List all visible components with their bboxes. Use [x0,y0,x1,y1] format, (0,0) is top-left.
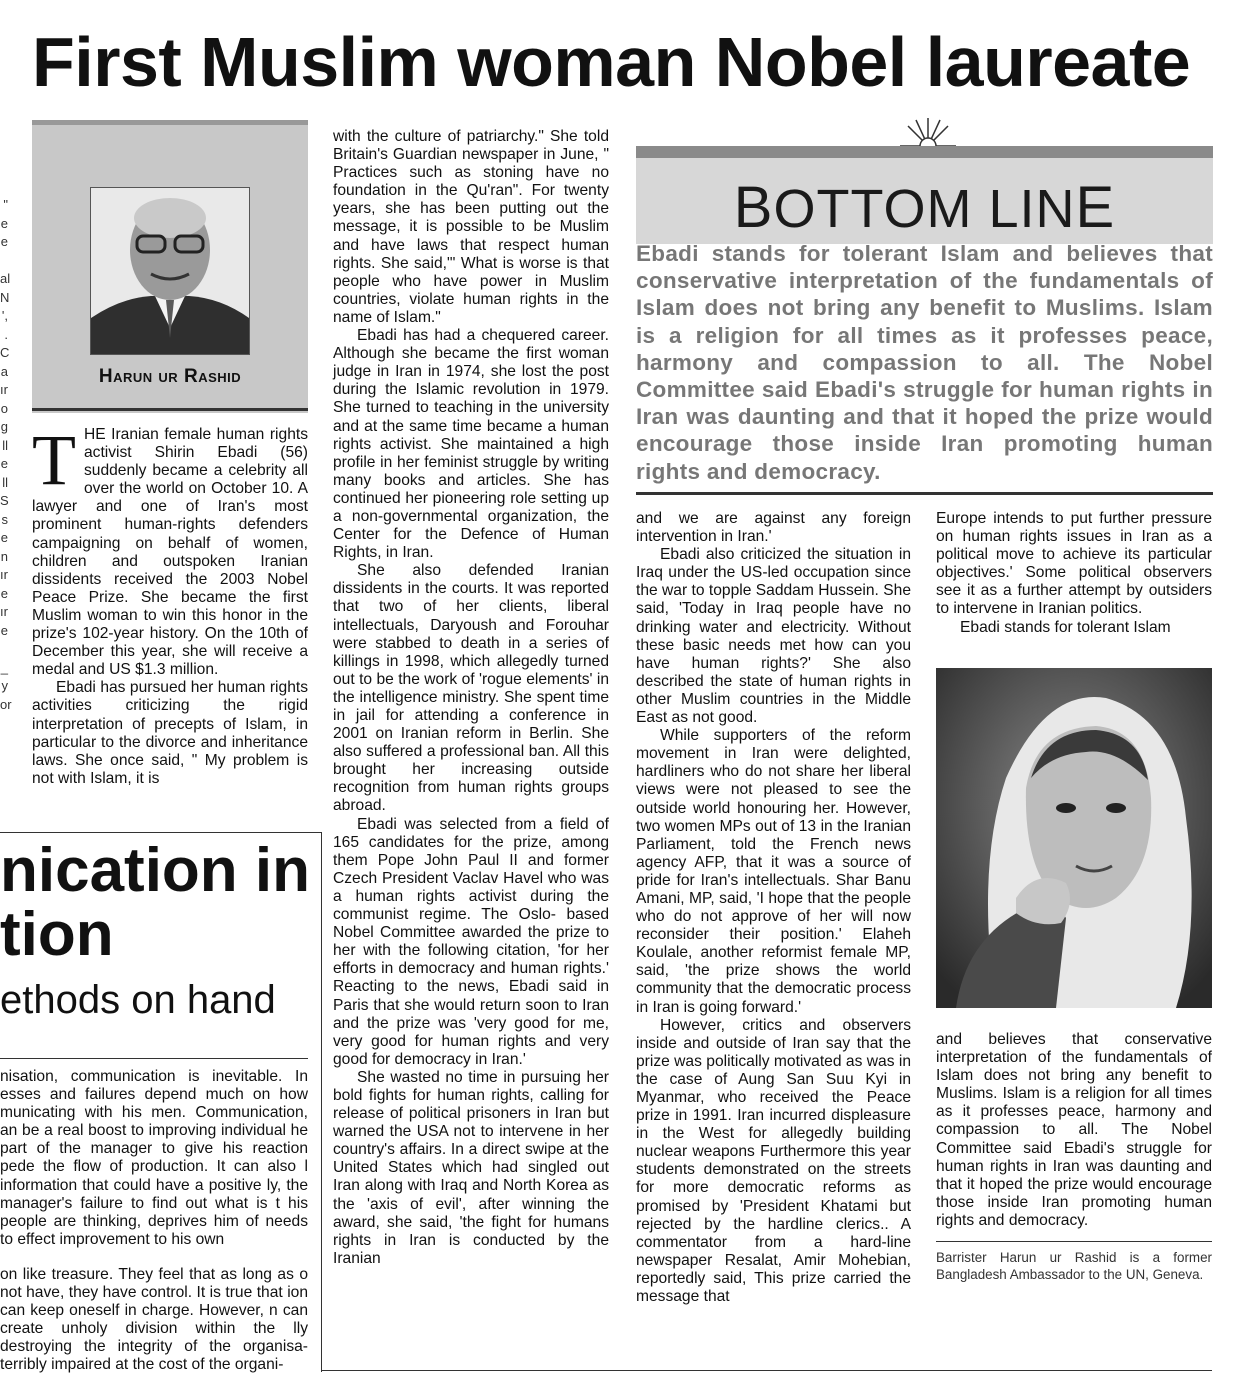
divider [0,832,322,833]
pull-quote: Ebadi stands for tolerant Islam and believes that conservative interpretation of the fundamentals of Islam does not bring any benefit to Muslims. Islam is a religion for all times as it professes peace, harmony and compassion to all. The Nobel Committee said Ebadi's struggle for human rights in Iran was daunting and that it hoped the prize would encourage those inside Iran promoting human rights and democracy. [636,241,1213,484]
paragraph: She wasted no time in pursuing her bold fights for human rights, calling for release of political prisoners in Iran but warned the USA not to intervene in her country's affairs. In a direct swipe at the United States which had singled out Iran along with Iraq and North Korea as the 'axis of evil', after winning the award, she said, 'the fight for humans rights in Iran is conducted by the Iranian [333,1068,609,1267]
byline: Harun ur Rashid [98,366,242,387]
subject-photo [936,668,1212,1008]
paragraph: Ebadi has had a chequered career. Although she became the first woman judge in Iran in 1974, she lost the post during the Islamic revolution in 1979. She turned to teaching in the university and at the same time became a human rights activist. She maintained a high profile in her feminist struggle by writing many books and articles. She has continued her pioneering role setting up a non-governmental organization, the Center for the Defence of Human Rights, in Iran. [333,327,609,562]
adjacent-article-headline-line1: nication in [0,836,310,905]
fragment-glyph: n [0,548,8,564]
author-bio: Barrister Harun ur Rashid is a former Bangladesh Ambassador to the UN, Geneva. [936,1250,1212,1282]
fragment-glyph: ır [0,604,8,619]
lead-paragraph: THE Iranian female human rights activist Shirin Ebadi (56) suddenly became a celebrity all over the world on October 10. A lawyer and one of Iran's most prominent human-rights defenders campaigning on behalf of women, children and outspoken Iranian dissidents received the 2003 Nobel Peace Prize. She became the first Muslim woman to win this honor in the prize's 102-year history. On the 10th of December this year, she will receive a medal and US $1.3 million. [32,420,308,679]
bottom-line-title: BOTTOM LINE [733,175,1116,240]
adjacent-article-body-continued: on like treasure. They feel that as long as o not have, they have control. It is true that ion can keep oneself in charge. However, n can create unholy division within the lly destroying the integrity of the organisa- terribly impaired at the cost of the organi- [0,1266,308,1374]
fragment-glyph: or [0,696,12,712]
fragment-glyph [0,640,8,659]
fragment-glyph: al [0,271,11,286]
fragment-glyph: _ [0,659,8,675]
author-photo-box [32,120,308,413]
fragment-glyph: ır [0,567,8,582]
drop-cap: T [32,420,76,500]
adjacent-article-body: nisation, communication is inevitable. In esses and failures depend much on how municating with his men. Communication, an be a real boost to improving individual he part of the manager to give his reaction pede the flow of production. It can also l information that could have a positive ly, the manager's failure to find out what is t his people are thinking, deprives him of needs to effect improvement to his own [0,1068,308,1248]
paragraph: Ebadi stands for tolerant Islam [960,618,1171,636]
adjacent-column-fragment [0,196,12,714]
fragment-glyph: S [0,493,9,508]
fragment-glyph: ır [0,382,8,397]
fragment-glyph: e [0,585,8,601]
paragraph: with the culture of patriarchy." She told Britain's Guardian newspaper in June, " Practices such as stoning have no foundation in the Qu'ran". For twenty years, she has been putting out the message, it is possible to be Muslim and have laws that respect human rights. She said,"' What is worse is that people who have power in Muslim countries, violate human rights in the name of Islam." [333,128,609,326]
fragment-glyph: e [0,622,8,638]
paragraph: Ebadi was selected from a field of 165 candidates for the prize, among them Pope John Paul II and former Czech President Vaclav Havel who was a human rights activist during the communist regime. The Oslo- based Nobel Committee awarded the prize to her with the following citation, 'for her efforts in democracy and human rights.' Reacting to the news, Ebadi said in Paris that she would return soon to Iran and the prize was 'very good for me, very good for human rights and very good for democracy in Iran.' [333,815,609,1068]
paragraph: Europe intends to put further pressure on human rights issues in Iran as a political move to achieve its particular objectives.' Some political observers see it as a further attempt by outsiders to intervene in Iranian politics. [936,510,1212,618]
paragraph: However, critics and observers inside and outside of Iran say that the prize was politically motivated as was in the case of Aung San Suu Kyi in Myanmar, who received the Peace prize in 1991. Iran incurred displeasure in the West for allegedly building nuclear weapons Furthermore this year students demonstrated on the streets for more democratic reforms as promised by 'President Khatami but rejected by the hardline clerics.. A commentator from a hard-line newspaper Resalat, Amir Mohebian, reportedly said, This prize carried the message that [636,1016,911,1306]
article-column-1 [32,420,308,788]
fragment-glyph: g [0,419,8,434]
adjacent-article-headline-line2: tion [0,900,114,969]
page-bottom-rule [322,1370,1212,1371]
paragraph: She also defended Iranian dissidents in the courts. It was reported that two of her clients, liberal intellectuals, Daryoush and Forouhar were stabbed to death in a series of killings in 1998, which allegedly turned out to be the work of 'rogue elements' in the intelligence ministry. She spent time in jail for attending a conference in 2001 on Iranian reform in Berlin. She also suffered a professional ban. All this brought her increasing outside recognition from human rights groups abroad. [333,562,609,815]
bottom-line-banner [636,146,1213,244]
fragment-glyph: " [3,197,8,212]
adjacent-article-subhead: ethods on hand [0,978,276,1022]
fragment-glyph: ', [1,308,8,323]
paragraph: and believes that conservative interpretation of the fundamentals of Islam does not bring any benefit to Muslims. Islam is a religion for all times as it professes peace, harmony and compassion to all. The Nobel Committee said Ebadi's struggle for human rights in Iran was daunting and that it hoped the prize would encourage those inside Iran promoting human rights and democracy. [936,1031,1212,1229]
author-photo [90,187,250,355]
paragraph: While supporters of the reform movement in Iran were delighted, hardliners who do not share her liberal views were not pleased to see the outside world honouring her. However, two women MPs out of 13 in the Iranian Parliament, told the French news agency AFP, that it was a source of pride for Iran's intellectuals. Shar Banu Amani, MP, said, 'I hope that the people who do not approve of her will now reconsider their position.' Elaheh Koulale, another reformist female MP, said, 'the prize shows the world community that the democratic process in Iran is going forward.' [636,727,911,1016]
fragment-glyph: e [0,215,8,231]
paragraph: Ebadi also criticized the situation in Iraq under the US-led occupation since the war to topple Saddam Hussein. She said, 'Today in Iraq people have no drinking water and electricity. Without these basic needs met how can you have human rights?' She also described the state of human rights in other Muslim countries in the Middle East as not good. [636,546,911,727]
paragraph: Ebadi has pursued her human rights activities criticizing the rigid interpretation of precepts of Islam, in particular to the divorce and inheritance laws. She once said, " My problem is not with Islam, it is [32,679,308,787]
fragment-glyph: . [4,326,8,342]
divider [936,1241,1212,1242]
fragment-glyph: e [0,530,8,545]
article-column-4-continued [936,1031,1212,1230]
fragment-glyph: ll [2,474,8,490]
divider [32,408,308,411]
fragment-glyph: o [0,400,8,416]
divider [636,492,1213,495]
divider [0,1058,308,1059]
fragment-glyph: N [0,289,10,305]
headline: First Muslim woman Nobel laureate [32,23,1191,101]
fragment-glyph: C [0,345,10,360]
fragment-glyph: s [1,511,8,527]
paragraph: and we are against any foreign intervention in Iran.' [636,510,911,546]
article-column-3 [636,510,911,1306]
fragment-glyph: e [0,234,8,249]
fragment-glyph: a [0,363,8,379]
article-column-4 [936,510,1212,637]
fragment-glyph [0,252,8,271]
column-divider [321,832,322,1372]
fragment-glyph: e [0,456,8,471]
fragment-glyph: ll [2,437,8,453]
article-column-2 [333,128,609,1268]
fragment-glyph: y [1,678,8,693]
